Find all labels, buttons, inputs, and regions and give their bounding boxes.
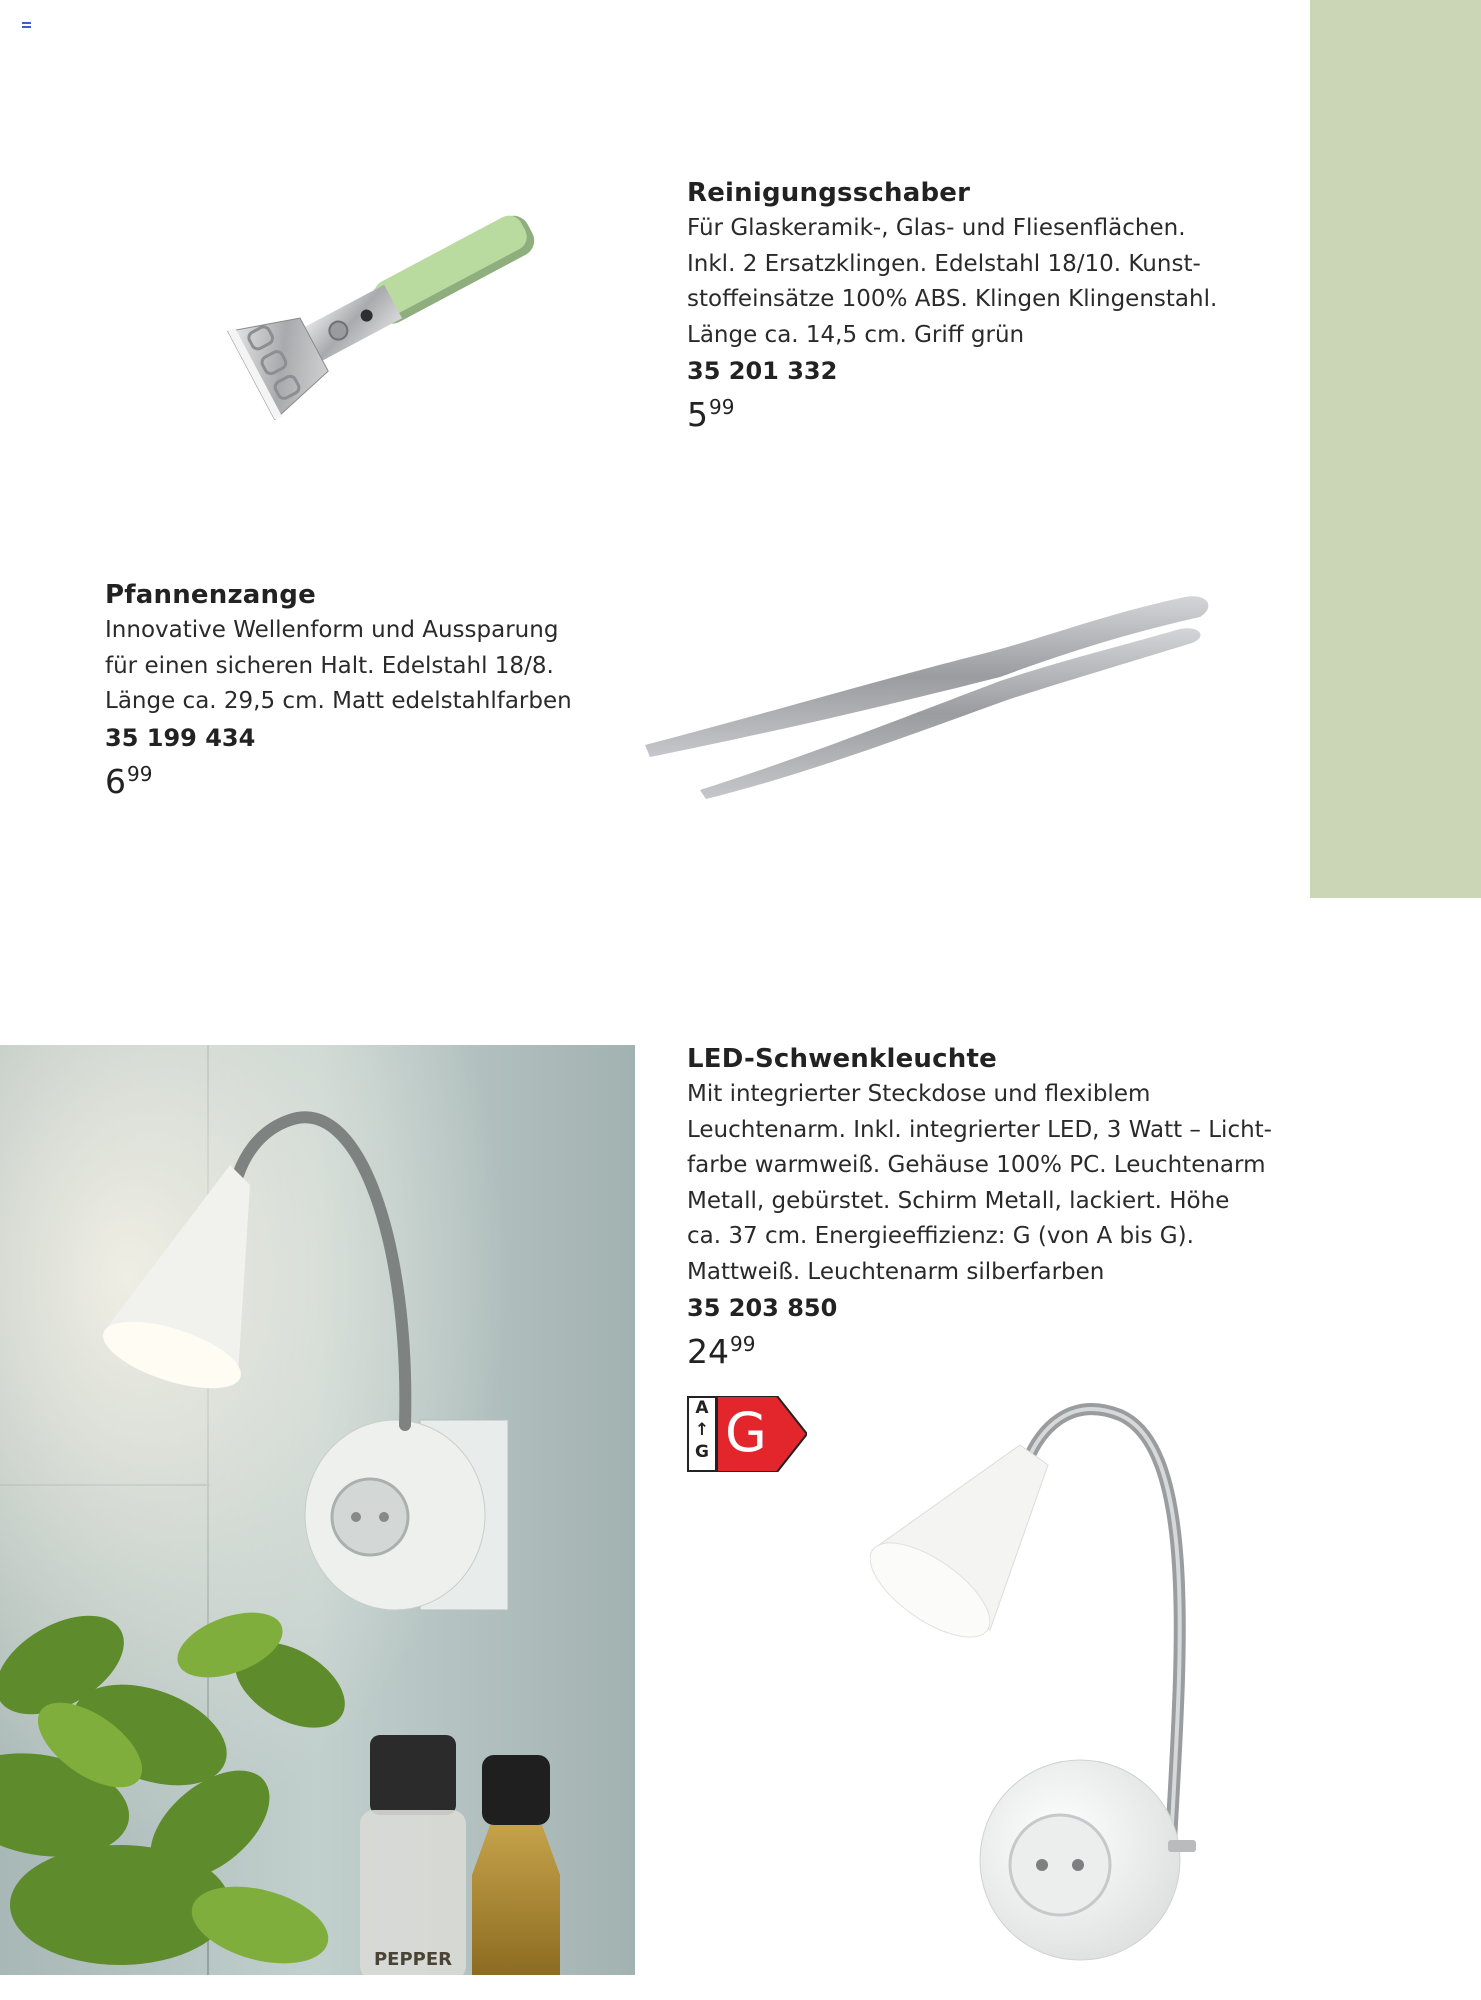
side-color-panel bbox=[1310, 0, 1481, 898]
product-description: Für Glaskeramik-, Glas- und Fliesenflächen. Inkl. 2 Ersatzklingen. Edelstahl 18/10. Kunst- stoffeinsätze 100% ABS. Klingen Klingenstahl. Länge ca. 14,5 cm. Griff grün bbox=[687, 215, 1218, 348]
product-led-schwenkleuchte bbox=[687, 1041, 1287, 1378]
pepper-jar-label: PEPPER bbox=[373, 1949, 453, 1970]
energy-scale: A ↑ G bbox=[687, 1396, 717, 1472]
energy-efficiency-label bbox=[687, 1396, 817, 1472]
article-number: 35 199 434 bbox=[105, 723, 256, 752]
price: $5^{99}$ bbox=[687, 395, 735, 434]
product-title: LED-Schwenkleuchte bbox=[687, 1044, 997, 1074]
tongs-image bbox=[640, 585, 1220, 810]
product-title: Reinigungsschaber bbox=[687, 178, 971, 208]
article-number: 35 203 850 bbox=[687, 1294, 838, 1322]
product-description: Mit integrierter Steckdose und flexiblem Leuchtenarm. Inkl. integrierter LED, 3 Watt – Licht- farbe warmweiß. Gehäuse 100% PC. Leuchtenarm Metall, gebürstet. Schirm Metall, lackiert. Höhe ca. 37 cm. Energieeffizienz: G (von A bis G). Mattweiß. Leuchtenarm silberfarben bbox=[687, 1081, 1272, 1285]
scraper-image bbox=[225, 190, 565, 420]
product-pfannenzange bbox=[105, 577, 625, 808]
price: $6^{99}$ bbox=[105, 761, 153, 801]
menu-icon[interactable] bbox=[22, 22, 31, 31]
product-title: Pfannenzange bbox=[105, 580, 316, 610]
product-description: Innovative Wellenform und Aussparung für einen sicheren Halt. Edelstahl 18/8. Länge ca. 29,5 cm. Matt edelstahlfarben bbox=[105, 617, 572, 714]
article-number: 35 201 332 bbox=[687, 357, 838, 385]
energy-class: G bbox=[725, 1401, 767, 1464]
product-reinigungsschaber bbox=[687, 175, 1287, 441]
lamp-product-image bbox=[870, 1390, 1290, 1970]
price: $24^{99}$ bbox=[687, 1332, 756, 1371]
lamp-scene-photo bbox=[0, 1045, 635, 1975]
